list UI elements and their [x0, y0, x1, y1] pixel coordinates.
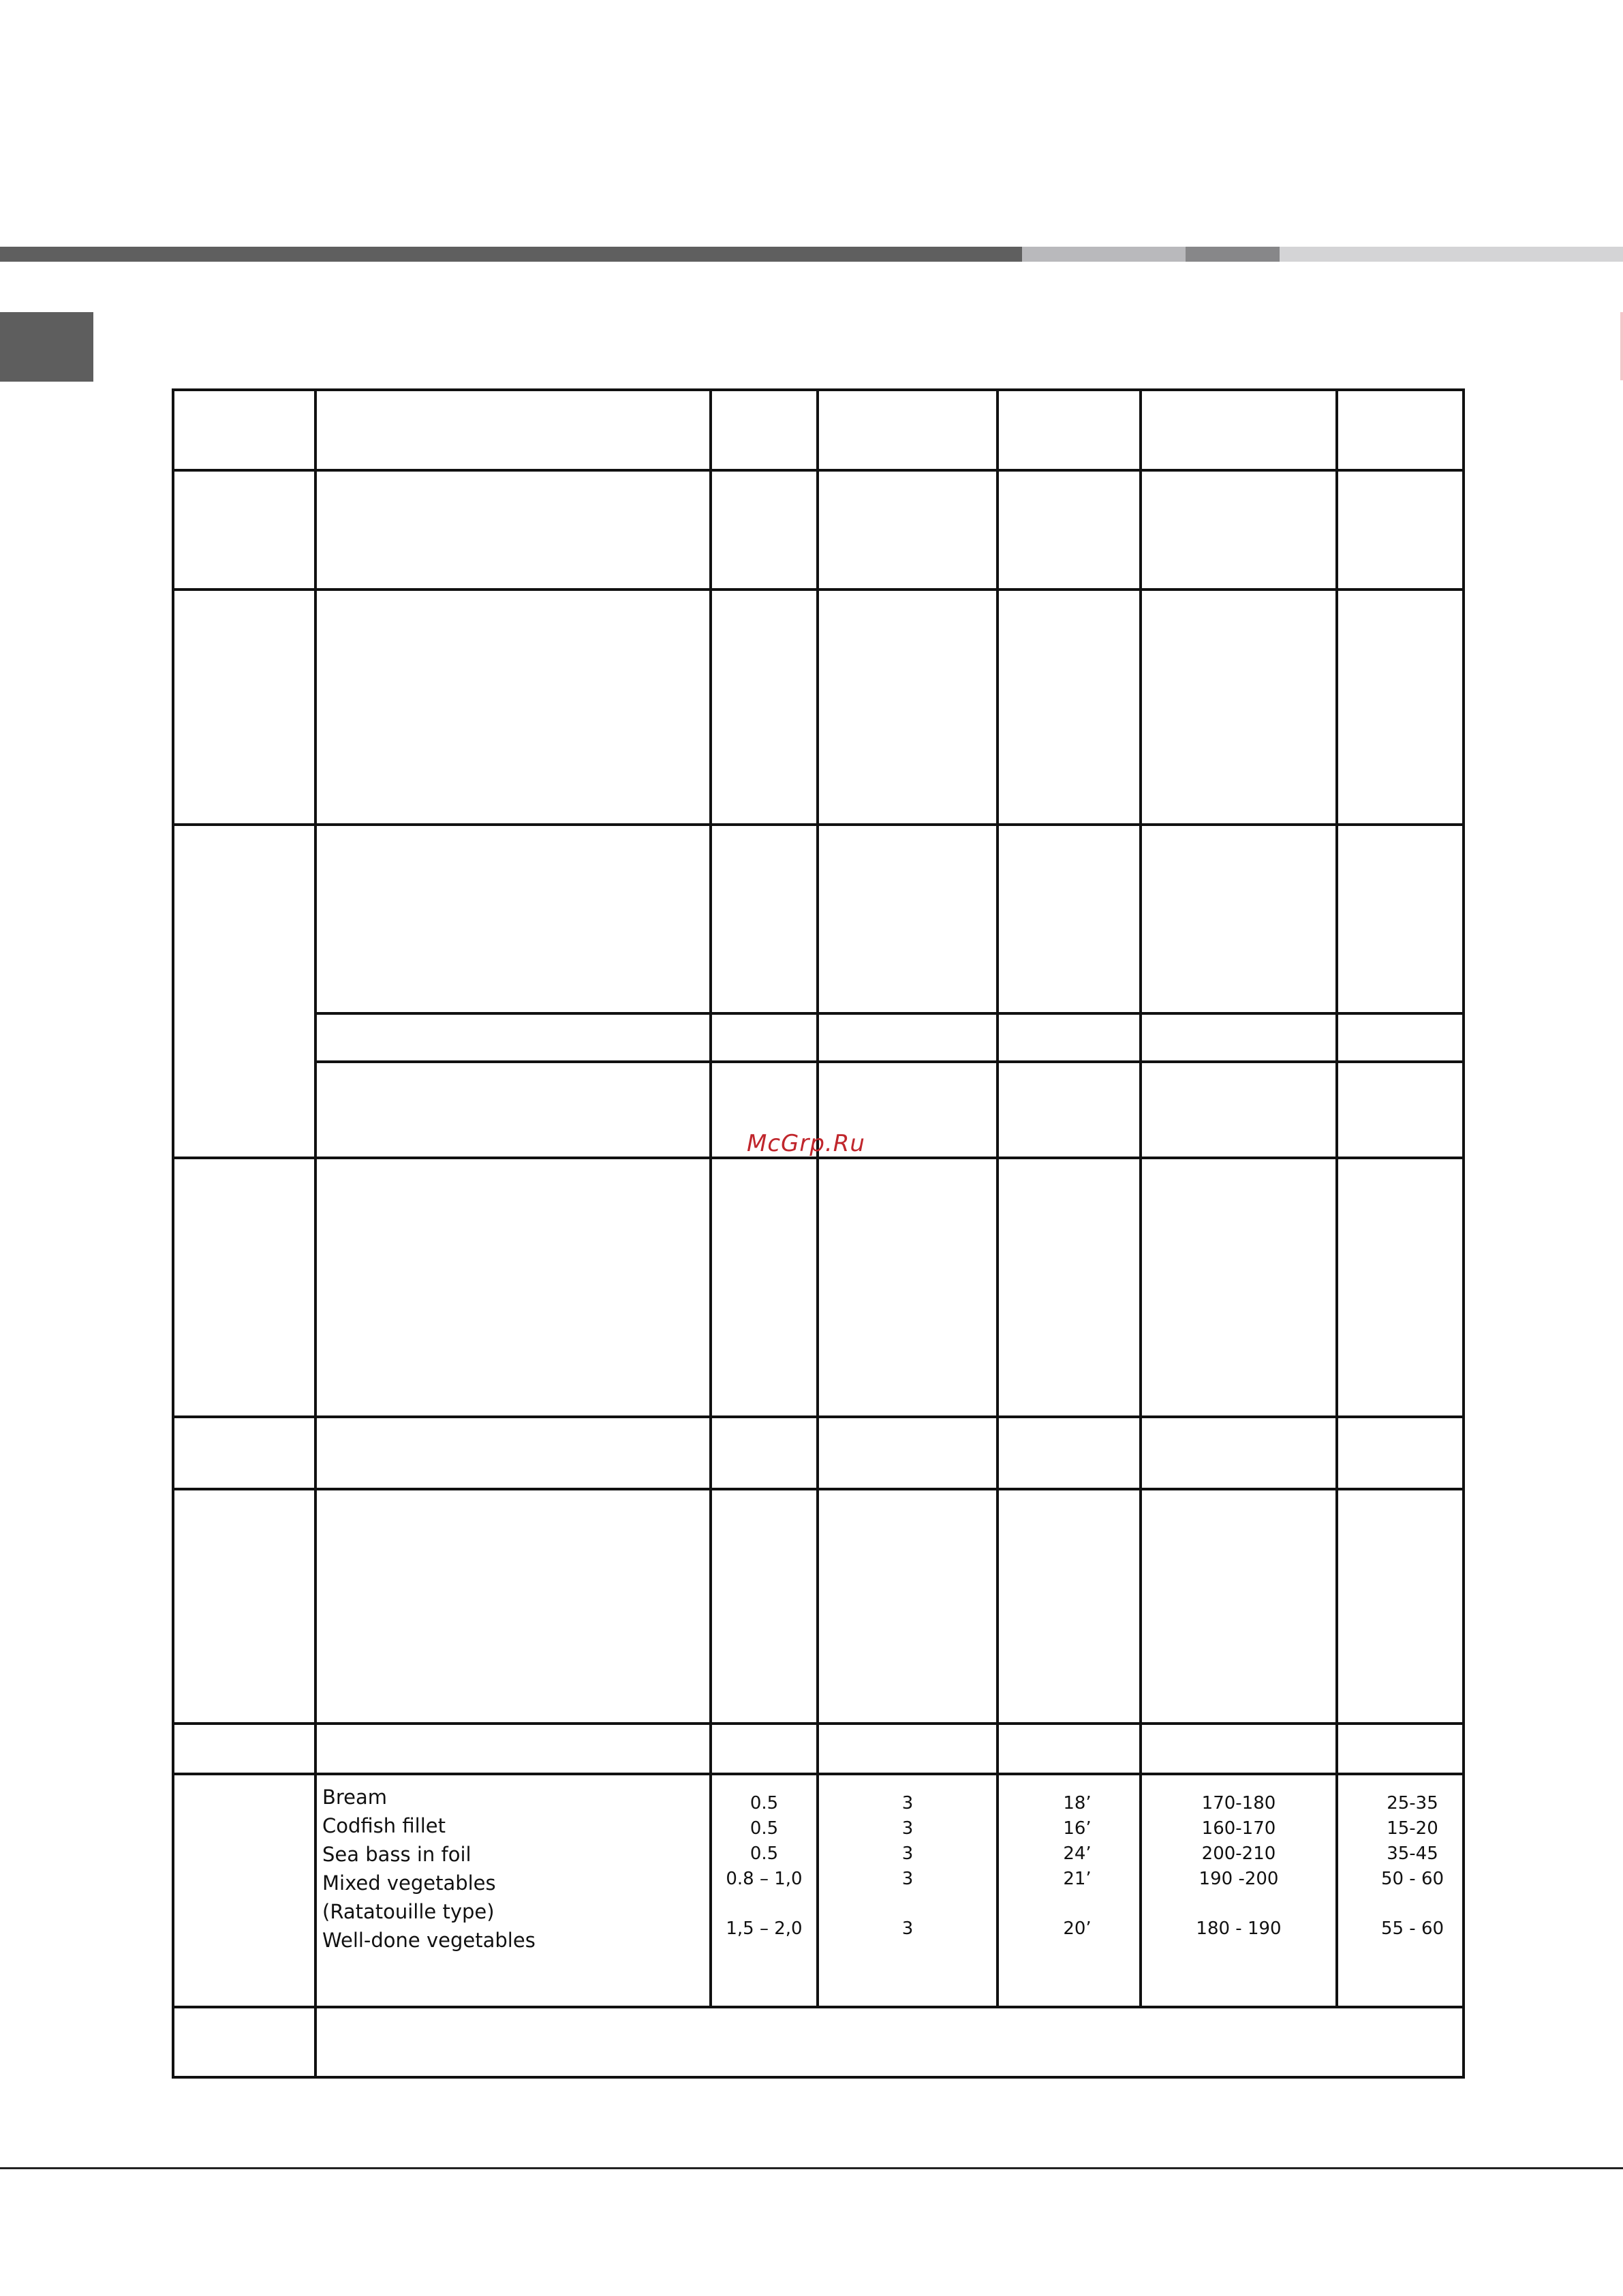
- row-divider: [172, 1773, 1465, 1775]
- rack-column: [819, 1791, 996, 1942]
- time-cell: 50 - 60: [1380, 1869, 1444, 1889]
- preheat-column: [999, 1791, 1156, 1942]
- row-divider: [172, 469, 1465, 472]
- header-bar-dark: [0, 247, 1022, 262]
- weight-cell: 0.5: [749, 1793, 779, 1813]
- dish-name: Well-done vegetables: [322, 1929, 536, 1952]
- temperature-cell: 160-170: [1201, 1818, 1276, 1839]
- weight-column: [712, 1791, 816, 1942]
- preheat-cell: 20’: [1063, 1918, 1092, 1939]
- side-tab-marker: [0, 312, 93, 382]
- footer-rule: [0, 2167, 1623, 2169]
- header-bar-mid: [1186, 247, 1280, 262]
- row-divider: [172, 2006, 1465, 2008]
- header-bar-pale: [1280, 247, 1623, 262]
- dish-names: [322, 1783, 704, 1955]
- dish-name: Mixed vegetables: [322, 1871, 496, 1895]
- temperature-cell: 170-180: [1201, 1793, 1276, 1813]
- header-bar-light: [1022, 247, 1186, 262]
- rack-cell: 3: [901, 1793, 914, 1813]
- row-divider: [172, 588, 1465, 591]
- time-cell: 35-45: [1387, 1843, 1438, 1864]
- dish-name: Codfish fillet: [322, 1814, 446, 1837]
- row-divider: [172, 2076, 1465, 2079]
- row-divider: [172, 823, 1465, 826]
- time-cell: 15-20: [1387, 1818, 1438, 1839]
- temperature-column: [1142, 1791, 1335, 1942]
- preheat-cell: 16’: [1063, 1818, 1092, 1839]
- col-divider: [816, 388, 819, 2008]
- time-cell: 25-35: [1387, 1793, 1438, 1813]
- time-cell: 55 - 60: [1380, 1918, 1444, 1939]
- weight-cell: 0.8 – 1,0: [726, 1869, 803, 1889]
- preheat-cell: 18’: [1063, 1793, 1092, 1813]
- dish-name: Bream: [322, 1786, 388, 1809]
- dish-name: Sea bass in foil: [322, 1843, 472, 1866]
- row-divider: [314, 1012, 1465, 1015]
- row-divider: [172, 1722, 1465, 1725]
- rack-cell: 3: [901, 1818, 914, 1839]
- weight-cell: 0.5: [749, 1843, 779, 1864]
- weight-cell: 1,5 – 2,0: [726, 1918, 803, 1939]
- rack-cell: 3: [901, 1869, 914, 1889]
- temperature-cell: 190 -200: [1199, 1869, 1279, 1889]
- time-column: [1338, 1791, 1487, 1942]
- row-divider: [172, 1488, 1465, 1490]
- table-border-left: [172, 388, 174, 2079]
- dish-name: (Ratatouille type): [322, 1900, 495, 1923]
- preheat-cell: 21’: [1063, 1869, 1092, 1889]
- rack-cell: 3: [901, 1843, 914, 1864]
- temperature-cell: 200-210: [1201, 1843, 1276, 1864]
- col-divider: [314, 388, 317, 2079]
- row-divider: [172, 1415, 1465, 1418]
- edge-marker: [1620, 312, 1623, 380]
- preheat-cell: 24’: [1063, 1843, 1092, 1864]
- rack-cell: 3: [901, 1918, 914, 1939]
- row-divider: [314, 1060, 1465, 1063]
- col-divider: [1335, 388, 1338, 2008]
- col-divider: [996, 388, 999, 2008]
- temperature-cell: 180 - 190: [1196, 1918, 1282, 1939]
- col-divider: [709, 388, 712, 2008]
- row-divider: [172, 388, 1465, 391]
- weight-cell: 0.5: [749, 1818, 779, 1839]
- col-divider: [1139, 388, 1142, 2008]
- watermark: McGrp.Ru: [747, 1130, 865, 1157]
